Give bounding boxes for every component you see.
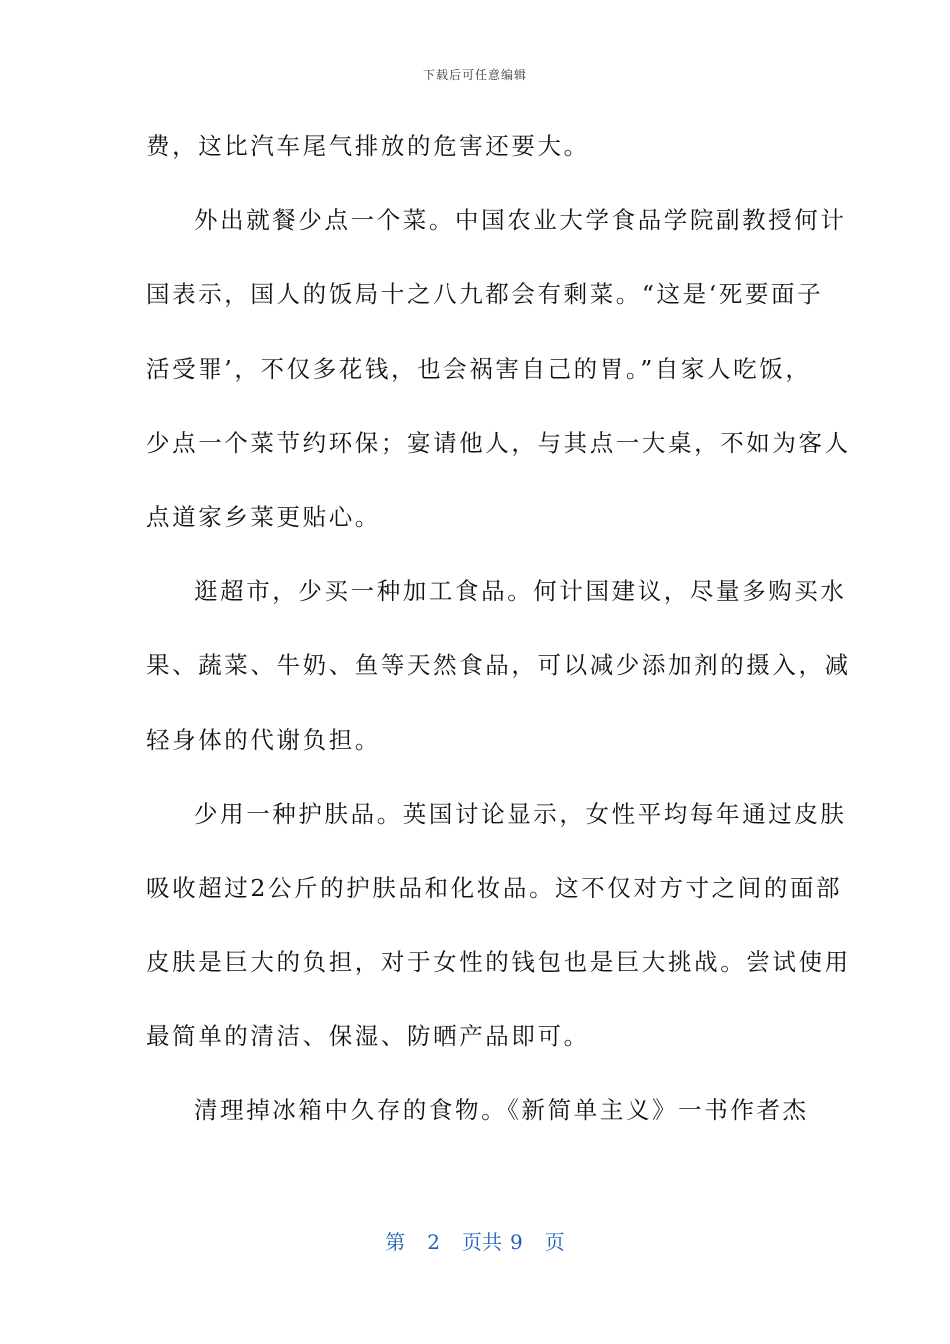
paragraph-line: 皮肤是巨大的负担，对于女性的钱包也是巨大挑战。尝试使用 xyxy=(146,948,851,977)
paragraph-line: 清理掉冰箱中久存的食物。《新简单主义》一书作者杰 xyxy=(194,1096,809,1125)
paragraph-line: 点道家乡菜更贴心。 xyxy=(146,502,381,531)
paragraph-line: 少点一个菜节约环保；宴请他人，与其点一大桌，不如为客人 xyxy=(146,428,851,457)
page-prefix: 第 xyxy=(385,1230,406,1254)
page-header-note: 下载后可任意编辑 xyxy=(422,68,527,82)
document-body xyxy=(146,109,851,1148)
paragraph-line: 逛超市，少买一种加工食品。何计国建议，尽量多购买水 xyxy=(194,577,847,606)
paragraph-line: 费，这比汽车尾气排放的危害还要大。 xyxy=(146,132,590,160)
paragraph-line: 外出就餐少点一个菜。中国农业大学食品学院副教授何计 xyxy=(194,206,847,235)
page-number-footer xyxy=(0,1226,950,1255)
paragraph-line: 吸收超过2公斤的护肤品和化妆品。这不仅对方寸之间的面部 xyxy=(146,873,843,902)
total-page-count: 9 xyxy=(510,1230,523,1254)
paragraph-line: 最简单的清洁、保湿、防晒产品即可。 xyxy=(146,1022,590,1051)
page-middle-text: 页共 xyxy=(462,1230,502,1254)
paragraph-line: 国表示，国人的饭局十之八九都会有剩菜。“这是‘死要面子 xyxy=(146,280,824,309)
paragraph-line: 少用一种护肤品。英国讨论显示，女性平均每年通过皮肤 xyxy=(194,799,847,828)
paragraph-line: 轻身体的代谢负担。 xyxy=(146,725,381,754)
paragraph-line: 果、蔬菜、牛奶、鱼等天然食品，可以减少添加剂的摄入，减 xyxy=(146,651,851,680)
paragraph-line: 活受罪’，不仅多花钱，也会祸害自己的胃。”自家人吃饭， xyxy=(146,354,812,383)
current-page-number: 2 xyxy=(427,1230,440,1254)
page-suffix: 页 xyxy=(544,1230,565,1254)
